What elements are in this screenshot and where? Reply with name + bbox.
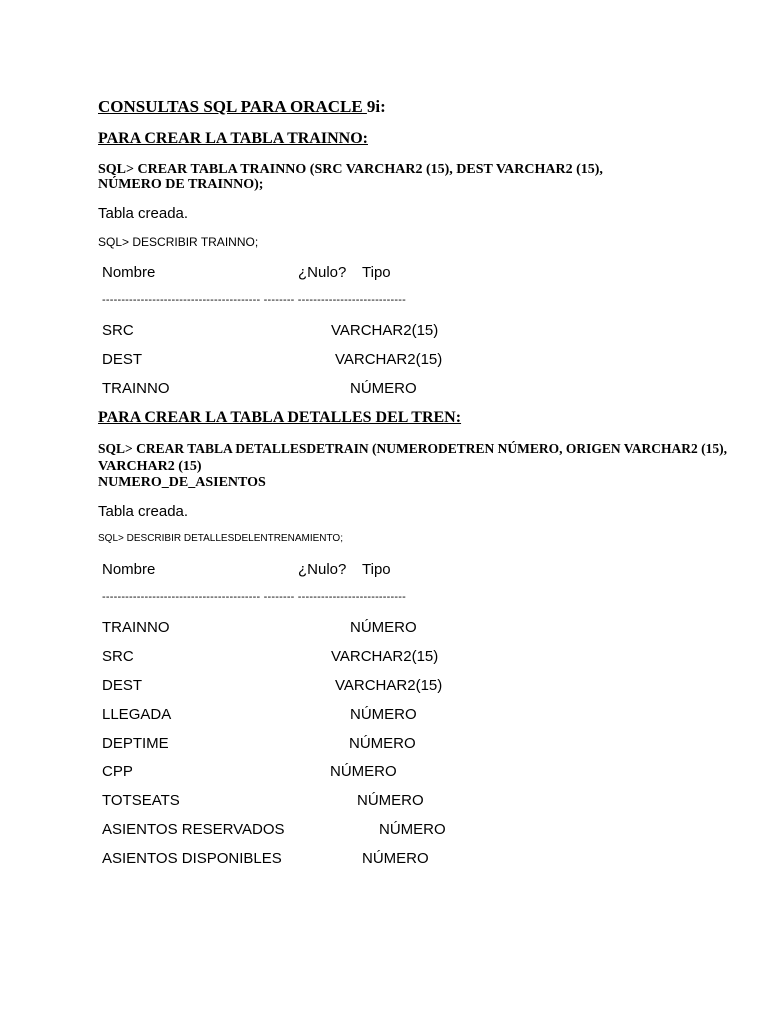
- section1-row-type: VARCHAR2(15): [331, 322, 439, 339]
- section2-row-type: NÚMERO: [350, 706, 417, 723]
- section2-result: Tabla creada.: [98, 503, 189, 520]
- section2-row-type: NÚMERO: [379, 821, 446, 838]
- section2-row-name: TRAINNO: [102, 619, 170, 636]
- section2-col-type: Tipo: [362, 561, 391, 578]
- section1-col-type: Tipo: [362, 264, 391, 281]
- section2-row-name: SRC: [102, 648, 134, 665]
- section2-separator: ----------------------------------------- -------- ----------------------------: [102, 591, 406, 603]
- section1-command-line2: NÚMERO DE TRAINNO);: [98, 177, 264, 192]
- section2-row-type: NÚMERO: [330, 763, 397, 780]
- section2-col-name: Nombre: [102, 561, 156, 578]
- section2-row-type: NÚMERO: [350, 619, 417, 636]
- section2-row-type: NÚMERO: [357, 792, 424, 809]
- document-title-main: CONSULTAS SQL PARA ORACLE: [98, 97, 367, 116]
- section2-row-type: NÚMERO: [362, 850, 429, 867]
- section2-command-line2: VARCHAR2 (15): [98, 459, 202, 474]
- section1-result: Tabla creada.: [98, 205, 189, 222]
- section2-row-name: DEPTIME: [102, 735, 169, 752]
- section1-heading: PARA CREAR LA TABLA TRAINNO:: [98, 130, 368, 147]
- section1-describe-command: SQL> DESCRIBIR TRAINNO;: [98, 235, 259, 249]
- section1-row-name: DEST: [102, 351, 143, 368]
- section2-row-type: VARCHAR2(15): [335, 677, 443, 694]
- section2-describe-command: SQL> DESCRIBIR DETALLESDELENTRENAMIENTO;: [98, 533, 343, 544]
- section2-row-name: ASIENTOS DISPONIBLES: [102, 850, 282, 867]
- section1-row-type: VARCHAR2(15): [335, 351, 443, 368]
- section1-col-null: ¿Nulo?: [298, 264, 347, 281]
- section1-col-name: Nombre: [102, 264, 156, 281]
- section2-command-line3: NUMERO_DE_ASIENTOS: [98, 475, 266, 490]
- section2-row-type: NÚMERO: [349, 735, 416, 752]
- section1-row-name: TRAINNO: [102, 380, 170, 397]
- section1-separator: ----------------------------------------- -------- ----------------------------: [102, 294, 406, 306]
- document-title: [98, 97, 386, 117]
- section1-row-name: SRC: [102, 322, 134, 339]
- section2-row-type: VARCHAR2(15): [331, 648, 439, 665]
- section2-row-name: TOTSEATS: [102, 792, 180, 809]
- section1-row-type: NÚMERO: [350, 380, 417, 397]
- section1-command-line1: SQL> CREAR TABLA TRAINNO (SRC VARCHAR2 (15), DEST VARCHAR2 (15),: [98, 162, 603, 177]
- section2-row-name: ASIENTOS RESERVADOS: [102, 821, 285, 838]
- section2-row-name: CPP: [102, 763, 133, 780]
- section2-row-name: LLEGADA: [102, 706, 172, 723]
- section2-heading: PARA CREAR LA TABLA DETALLES DEL TREN:: [98, 409, 462, 426]
- section2-col-null: ¿Nulo?: [298, 561, 347, 578]
- section2-row-name: DEST: [102, 677, 143, 694]
- document-title-suffix: 9i:: [366, 97, 386, 116]
- section2-command-line1: SQL> CREAR TABLA DETALLESDETRAIN (NUMERODETREN NÚMERO, ORIGEN VARCHAR2 (15),: [98, 441, 728, 456]
